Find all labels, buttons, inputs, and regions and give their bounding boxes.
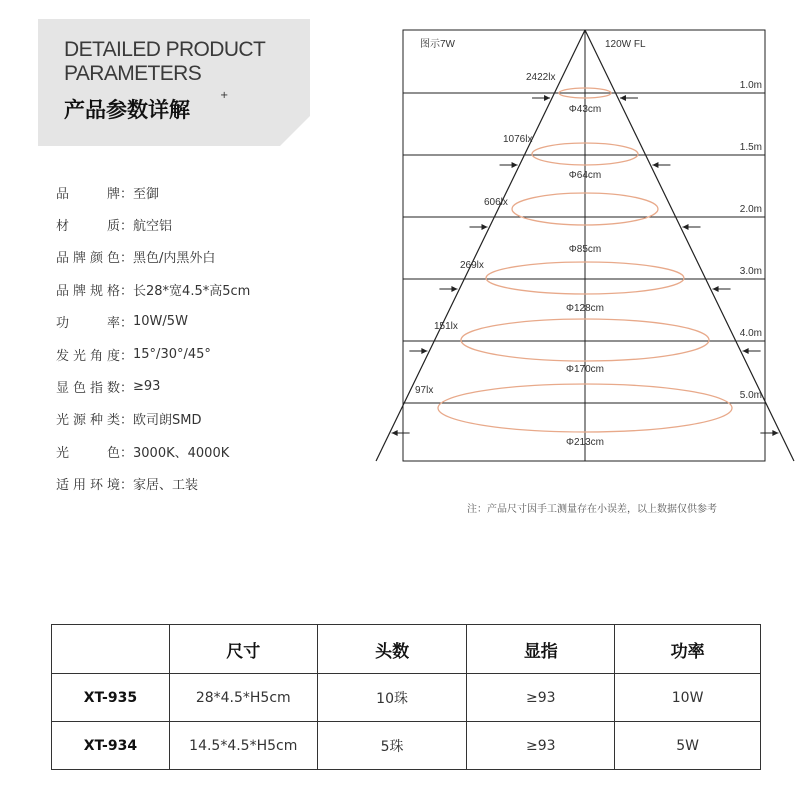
param-label: 材质	[56, 219, 120, 235]
lux-label: 2422lx	[526, 72, 556, 83]
diameter-label: Φ170cm	[566, 364, 604, 375]
lux-label: 97lx	[415, 385, 434, 396]
param-label: 发光角度	[56, 348, 120, 364]
param-separator: ：	[120, 251, 134, 267]
param-separator: ：	[120, 478, 134, 494]
table-row	[52, 674, 761, 722]
table-cell: 5珠	[317, 722, 467, 770]
param-separator: ：	[120, 445, 134, 461]
beam-edge-right	[585, 30, 794, 461]
table-cell: 10W	[615, 674, 761, 722]
title-english-line-2: PARAMETERS	[64, 62, 202, 85]
lux-label: 269lx	[460, 260, 484, 271]
edge-arrow-right-head	[683, 224, 689, 230]
param-value: ≥93	[133, 379, 161, 395]
param-value: 至御	[133, 186, 160, 202]
param-value: 黑色/内黑外白	[133, 251, 216, 267]
edge-arrow-left-head	[481, 224, 487, 230]
lux-label: 1076lx	[503, 134, 533, 145]
edge-arrow-left-head	[451, 286, 457, 292]
edge-arrow-left-head	[392, 430, 398, 436]
table-cell: ≥93	[467, 722, 615, 770]
param-label: 品牌	[56, 186, 120, 202]
diameter-label: Φ64cm	[568, 170, 602, 181]
diagram-label-right: 120W FL	[605, 39, 646, 50]
param-label: 功率	[56, 316, 120, 332]
param-label: 品牌规格	[56, 283, 120, 299]
table-cell: 28*4.5*H5cm	[169, 674, 317, 722]
table-cell: 14.5*4.5*H5cm	[169, 722, 317, 770]
table-header-cell: 尺寸	[169, 625, 317, 674]
table-header-cell: 头数	[317, 625, 467, 674]
param-value: 10W/5W	[133, 314, 188, 330]
edge-arrow-right-head	[713, 286, 719, 292]
param-separator: ：	[120, 348, 134, 364]
distance-label: 5.0m	[739, 390, 762, 401]
edge-arrow-left-head	[421, 348, 427, 354]
param-label: 显色指数	[56, 381, 120, 397]
param-value: 15°/30°/45°	[133, 346, 211, 362]
lux-label: 151lx	[434, 321, 458, 332]
param-separator: ：	[120, 316, 134, 332]
distance-label: 1.0m	[739, 80, 762, 91]
table-cell: 10珠	[317, 674, 467, 722]
param-label: 光色	[56, 445, 120, 461]
distance-label: 3.0m	[739, 266, 762, 277]
param-separator: ：	[120, 219, 134, 235]
spec-table	[51, 624, 761, 770]
param-separator: ：	[120, 413, 134, 429]
diameter-label: Φ213cm	[566, 437, 604, 448]
diameter-label: Φ128cm	[566, 303, 604, 314]
edge-arrow-right-head	[772, 430, 778, 436]
table-cell-model: XT-934	[52, 722, 170, 770]
table-header-row	[52, 625, 761, 674]
edge-arrow-left-head	[544, 95, 550, 101]
edge-arrow-right-head	[743, 348, 749, 354]
distance-label: 1.5m	[739, 142, 762, 153]
param-label: 适用环境	[56, 478, 120, 494]
distance-label: 4.0m	[739, 328, 762, 339]
beam-edge-left	[376, 30, 585, 461]
param-label: 品牌颜色	[56, 251, 120, 267]
param-separator: ：	[120, 283, 134, 299]
table-header-cell	[52, 625, 170, 674]
distance-label: 2.0m	[739, 204, 762, 215]
title-chinese: 产品参数详解	[64, 98, 190, 122]
lux-label: 606lx	[484, 197, 508, 208]
table-cell: ≥93	[467, 674, 615, 722]
diagram-label-left: 图示7W	[420, 39, 455, 50]
diameter-label: Φ85cm	[568, 244, 602, 255]
param-value: 家居、工装	[133, 478, 199, 494]
param-value: 3000K、4000K	[133, 445, 230, 461]
edge-arrow-right-head	[652, 162, 658, 168]
table-cell-model: XT-935	[52, 674, 170, 722]
param-value: 欧司朗SMD	[133, 413, 202, 429]
disclaimer-note: 注：产品尺寸因手工测量存在小误差，以上数据仅供参考	[467, 504, 717, 515]
table-cell: 5W	[615, 722, 761, 770]
table-header-cell: 功率	[615, 625, 761, 674]
diameter-label: Φ43cm	[568, 104, 602, 115]
param-separator: ：	[120, 186, 134, 202]
title-plus-mark: +	[220, 90, 229, 101]
table-row	[52, 722, 761, 770]
title-english-line-1: DETAILED PRODUCT	[64, 38, 266, 61]
table-header-cell: 显指	[467, 625, 615, 674]
edge-arrow-right-head	[620, 95, 626, 101]
param-value: 航空铝	[133, 219, 173, 235]
param-separator: ：	[120, 381, 134, 397]
param-value: 长28*宽4.5*高5cm	[133, 283, 251, 299]
param-label: 光源种类	[56, 413, 120, 429]
edge-arrow-left-head	[512, 162, 518, 168]
